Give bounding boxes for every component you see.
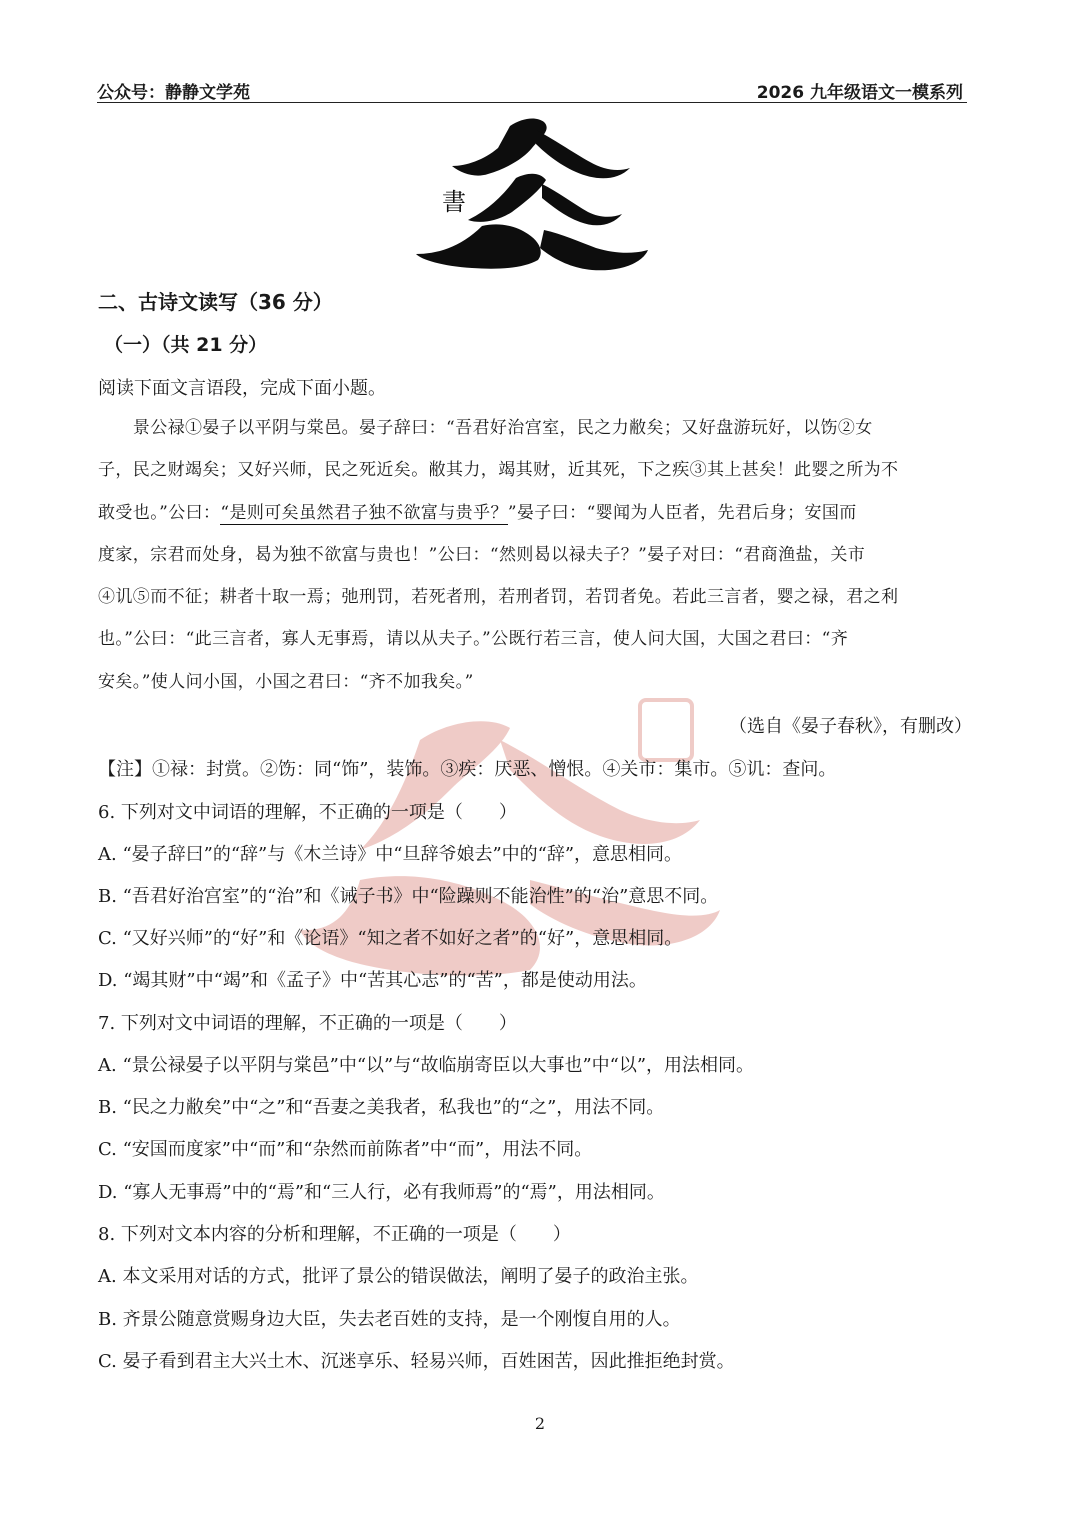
passage-text: 敢受也。”公曰： — [98, 502, 221, 523]
calligraphy-logo — [412, 108, 664, 276]
question-option: A. “景公禄晏子以平阴与棠邑”中“以”与“故临崩寄臣以大事也”中“以”，用法相同。 — [98, 1055, 755, 1076]
section-title: 二、古诗文读写（36 分） — [98, 290, 333, 314]
passage-text: ”晏子曰：“婴闻为人臣者，先君后身；安国而 — [507, 502, 857, 523]
part-title: （一）（共 21 分） — [104, 334, 268, 356]
passage-line: 度家，宗君而处身，曷为独不欲富与贵也！”公曰：“然则曷以禄夫子？”晏子对曰：“君商渔盐，关市 — [98, 544, 866, 565]
passage — [98, 407, 972, 703]
question-option: D. “竭其财”中“竭”和《孟子》中“苦其心志”的“苦”，都是使动用法。 — [98, 970, 647, 991]
question-option: B. “吾君好治宫室”的“治”和《诫子书》中“险躁则不能治性”的“治”意思不同。 — [98, 886, 719, 907]
question-stem: 8. 下列对文本内容的分析和理解，不正确的一项是（ ） — [98, 1224, 571, 1245]
instruction: 阅读下面文言语段，完成下面小题。 — [98, 378, 386, 399]
annotation-note: 【注】①禄：封赏。②饬：同“饰”，装饰。③疾：厌恶、憎恨。④关市：集市。⑤讥：查问。 — [98, 759, 837, 780]
underlined-sentence: “是则可矣虽然君子独不欲富与贵乎？ — [220, 502, 508, 523]
passage-line: 安矣。”使人问小国，小国之君曰：“齐不加我矣。” — [98, 671, 474, 692]
question-option: A. 本文采用对话的方式，批评了景公的错误做法，阐明了晏子的政治主张。 — [98, 1266, 699, 1287]
header-right: 2026 九年级语文一模系列 — [756, 83, 963, 103]
question-option: B. 齐景公随意赏赐身边大臣，失去老百姓的支持，是一个刚愎自用的人。 — [98, 1309, 681, 1330]
page-number: 2 — [534, 1414, 546, 1433]
question-stem: 7. 下列对文中词语的理解，不正确的一项是（ ） — [98, 1013, 517, 1034]
page-header — [97, 78, 967, 103]
passage-line: ④讥⑤而不征；耕者十取一焉；弛刑罚，若死者刑，若刑者罚，若罚者免。若此三言者，婴之禄，君之利 — [98, 587, 899, 608]
question-option: B. “民之力敝矣”中“之”和“吾妻之美我者，私我也”的“之”，用法不同。 — [98, 1097, 665, 1118]
question-option: C. “安国而度家”中“而”和“杂然而前陈者”中“而”，用法不同。 — [98, 1139, 593, 1160]
passage-source: （选自《晏子春秋》，有删改） — [729, 716, 972, 737]
question-stem: 6. 下列对文中词语的理解，不正确的一项是（ ） — [98, 802, 517, 823]
passage-line — [98, 492, 972, 534]
passage-line: 子，民之财竭矣；又好兴师，民之死近矣。敝其力，竭其财，近其死，下之疾③其上甚矣！此婴之所为不 — [98, 460, 899, 481]
question-option: A. “晏子辞曰”的“辞”与《木兰诗》中“旦辞爷娘去”中的“辞”，意思相同。 — [98, 844, 683, 865]
passage-line: 也。”公曰：“此三言者，寡人无事焉，请以从夫子。”公既行若三言，使人问大国，大国之君曰：“齐 — [98, 629, 849, 650]
question-option: C. 晏子看到君主大兴土木、沉迷享乐、轻易兴师，百姓困苦，因此推拒绝封赏。 — [98, 1351, 735, 1372]
svg-text:書: 書 — [442, 188, 466, 216]
passage-line: 景公禄①晏子以平阴与棠邑。晏子辞曰：“吾君好治宫室，民之力敝矣；又好盘游玩好，以饬②女 — [98, 418, 873, 438]
header-left: 公众号：静静文学苑 — [97, 83, 250, 103]
question-option: D. “寡人无事焉”中的“焉”和“三人行，必有我师焉”的“焉”，用法相同。 — [98, 1182, 665, 1203]
question-option: C. “又好兴师”的“好”和《论语》“知之者不如好之者”的“好”，意思相同。 — [98, 928, 683, 949]
seal-icon — [442, 188, 466, 216]
